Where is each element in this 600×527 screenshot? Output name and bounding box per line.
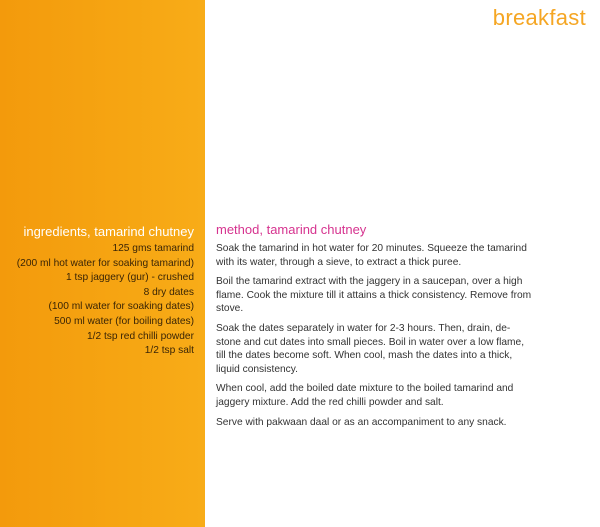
ingredient-item: (100 ml water for soaking dates) [48, 301, 194, 313]
ingredient-item: 500 ml water (for boiling dates) [54, 315, 194, 327]
ingredient-item: (200 ml hot water for soaking tamarind) [16, 257, 194, 269]
ingredients-title: ingredients, tamarind chutney [23, 224, 194, 239]
method-step: Soak the tamarind in hot water for 20 minutes. Squeeze the tamarind with its water, through a sieve, to extract a thick puree. [216, 243, 527, 268]
ingredient-item: 1 tsp jaggery (gur) - crushed [66, 272, 194, 284]
method-step: When cool, add the boiled date mixture to the boiled tamarind and jaggery mixture. Add the red chilli powder and salt. [216, 383, 514, 408]
ingredient-item: 1/2 tsp salt [144, 345, 194, 357]
method-title: method, tamarind chutney [216, 222, 367, 237]
ingredients-list [17, 242, 194, 359]
ingredient-item: 8 dry dates [143, 286, 194, 298]
method-step: Soak the dates separately in water for 2-3 hours. Then, drain, de-stone and cut dates into small pieces. Boil in water over a low flame, till the dates become soft. When cool, mash the dates into a thick, liquid consistency. [216, 322, 525, 375]
method-step: Serve with pakwaan daal or as an accompaniment to any snack. [216, 416, 507, 428]
ingredient-item: 1/2 tsp red chilli powder [86, 330, 194, 342]
ingredient-item: 125 gms tamarind [112, 243, 194, 254]
method-steps [216, 242, 534, 435]
section-title: breakfast [492, 5, 586, 30]
method-step: Boil the tamarind extract with the jaggery in a saucepan, over a high flame. Cook the mixture till it attains a thick consistency. Remove from stove. [216, 276, 532, 315]
